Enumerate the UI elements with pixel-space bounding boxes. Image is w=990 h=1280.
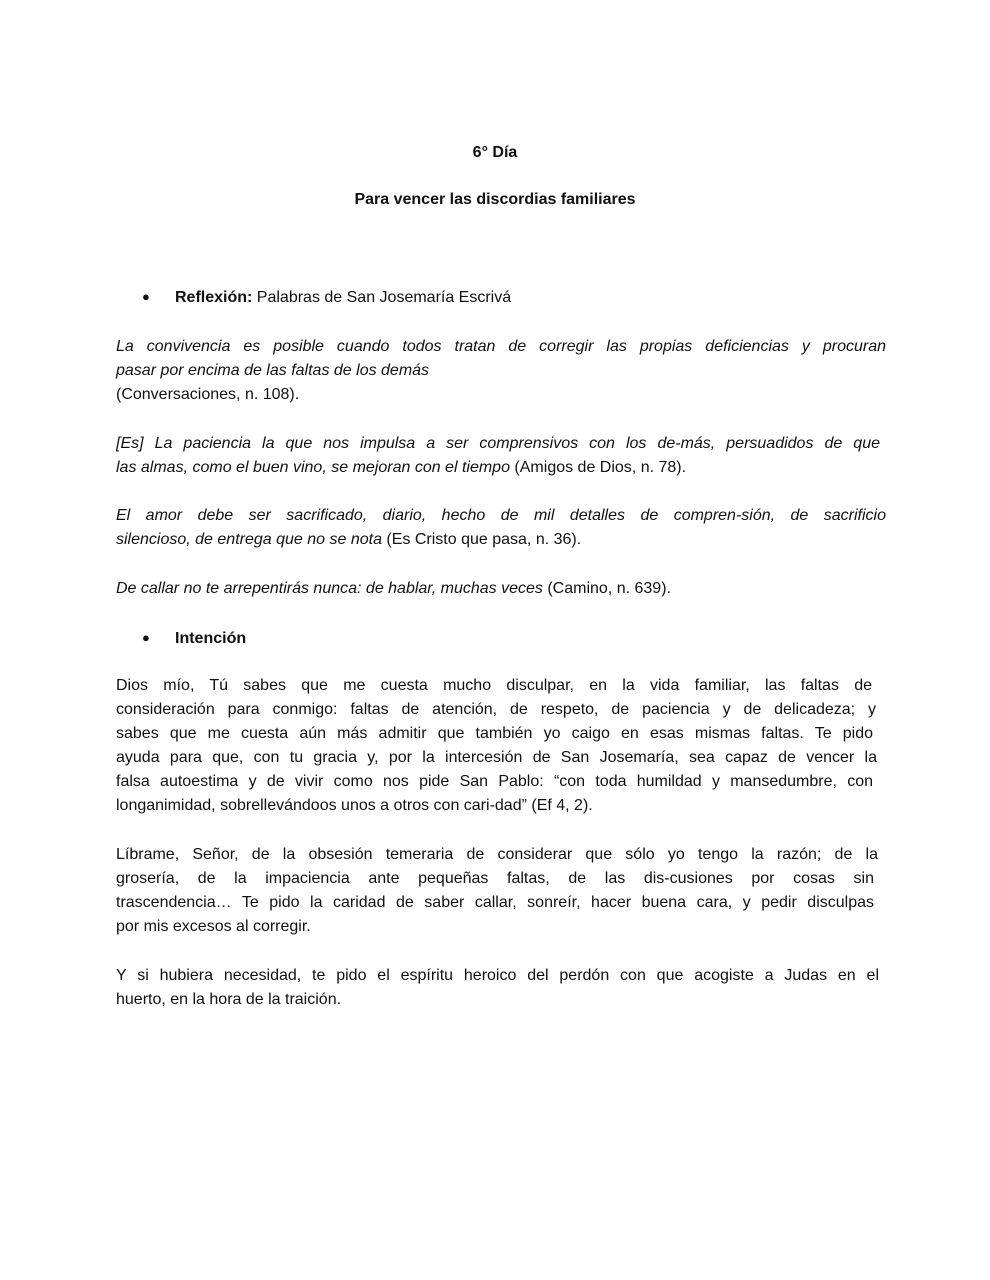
day-title: 6° Día bbox=[472, 144, 518, 161]
intencion-p2-line-1: Líbrame, Señor, de la obsesión temeraria de considerar que sólo yo tengo la razón; de la bbox=[116, 846, 878, 863]
reflexion-text: Palabras de San Josemaría Escrivá bbox=[252, 289, 512, 306]
intencion-p1-line-6: longanimidad, sobrellevándoos unos a otros con cari-dad” (Ef 4, 2). bbox=[116, 797, 593, 814]
quote-1-line-1: La convivencia es posible cuando todos tratan de corregir las propias deficiencias y procuran bbox=[116, 338, 886, 355]
intencion-p2-line-4: por mis excesos al corregir. bbox=[116, 918, 311, 935]
intencion-p1-line-5: falsa autoestima y de vivir como nos pide San Pablo: “con toda humildad y mansedumbre, con bbox=[116, 773, 873, 790]
page-subtitle: Para vencer las discordias familiares bbox=[354, 191, 636, 208]
reflexion-label: Reflexión: bbox=[175, 289, 253, 306]
quote-2-line-2: las almas, como el buen vino, se mejoran con el tiempo (Amigos de Dios, n. 78). bbox=[116, 459, 687, 476]
intencion-p1-line-3: sabes que me cuesta aún más admitir que también yo caigo en esas mismas faltas. Te pido bbox=[116, 725, 873, 742]
intencion-p3-line-2: huerto, en la hora de la traición. bbox=[116, 991, 342, 1008]
intencion-p3-line-1: Y si hubiera necesidad, te pido el espíritu heroico del perdón con que acogiste a Judas en el bbox=[116, 967, 879, 984]
intencion-p2-line-3: trascendencia… Te pido la caridad de saber callar, sonreír, hacer buena cara, y pedir disculpas bbox=[116, 894, 874, 911]
quote-3-line-2: silencioso, de entrega que no se nota (Es Cristo que pasa, n. 36). bbox=[116, 531, 582, 548]
intencion-p1-line-2: consideración para conmigo: faltas de atención, de respeto, de paciencia y de delicadeza; y bbox=[116, 701, 876, 718]
bullet-icon: ● bbox=[142, 630, 150, 645]
intencion-heading bbox=[142, 628, 246, 649]
quote-1-source: (Conversaciones, n. 108). bbox=[116, 386, 300, 403]
intencion-p2-line-2: grosería, de la impaciencia ante pequeñas faltas, de las dis-cusiones por cosas sin bbox=[116, 870, 874, 887]
intencion-p1-line-4: ayuda para que, con tu gracia y, por la intercesión de San Josemaría, sea capaz de vencer la bbox=[116, 749, 877, 766]
bullet-icon: ● bbox=[142, 289, 150, 304]
intencion-label: Intención bbox=[175, 630, 247, 647]
quote-2-line-1: [Es] La paciencia la que nos impulsa a ser comprensivos con los de-más, persuadidos de que bbox=[116, 435, 880, 452]
quote-4-line-1: De callar no te arrepentirás nunca: de hablar, muchas veces (Camino, n. 639). bbox=[116, 580, 671, 597]
reflexion-heading bbox=[142, 287, 511, 308]
quote-1-line-2: pasar por encima de las faltas de los demás bbox=[116, 362, 430, 379]
quote-3-line-1: El amor debe ser sacrificado, diario, hecho de mil detalles de compren-sión, de sacrificio bbox=[116, 507, 886, 524]
intencion-p1-line-1: Dios mío, Tú sabes que me cuesta mucho disculpar, en la vida familiar, las faltas de bbox=[116, 677, 872, 694]
